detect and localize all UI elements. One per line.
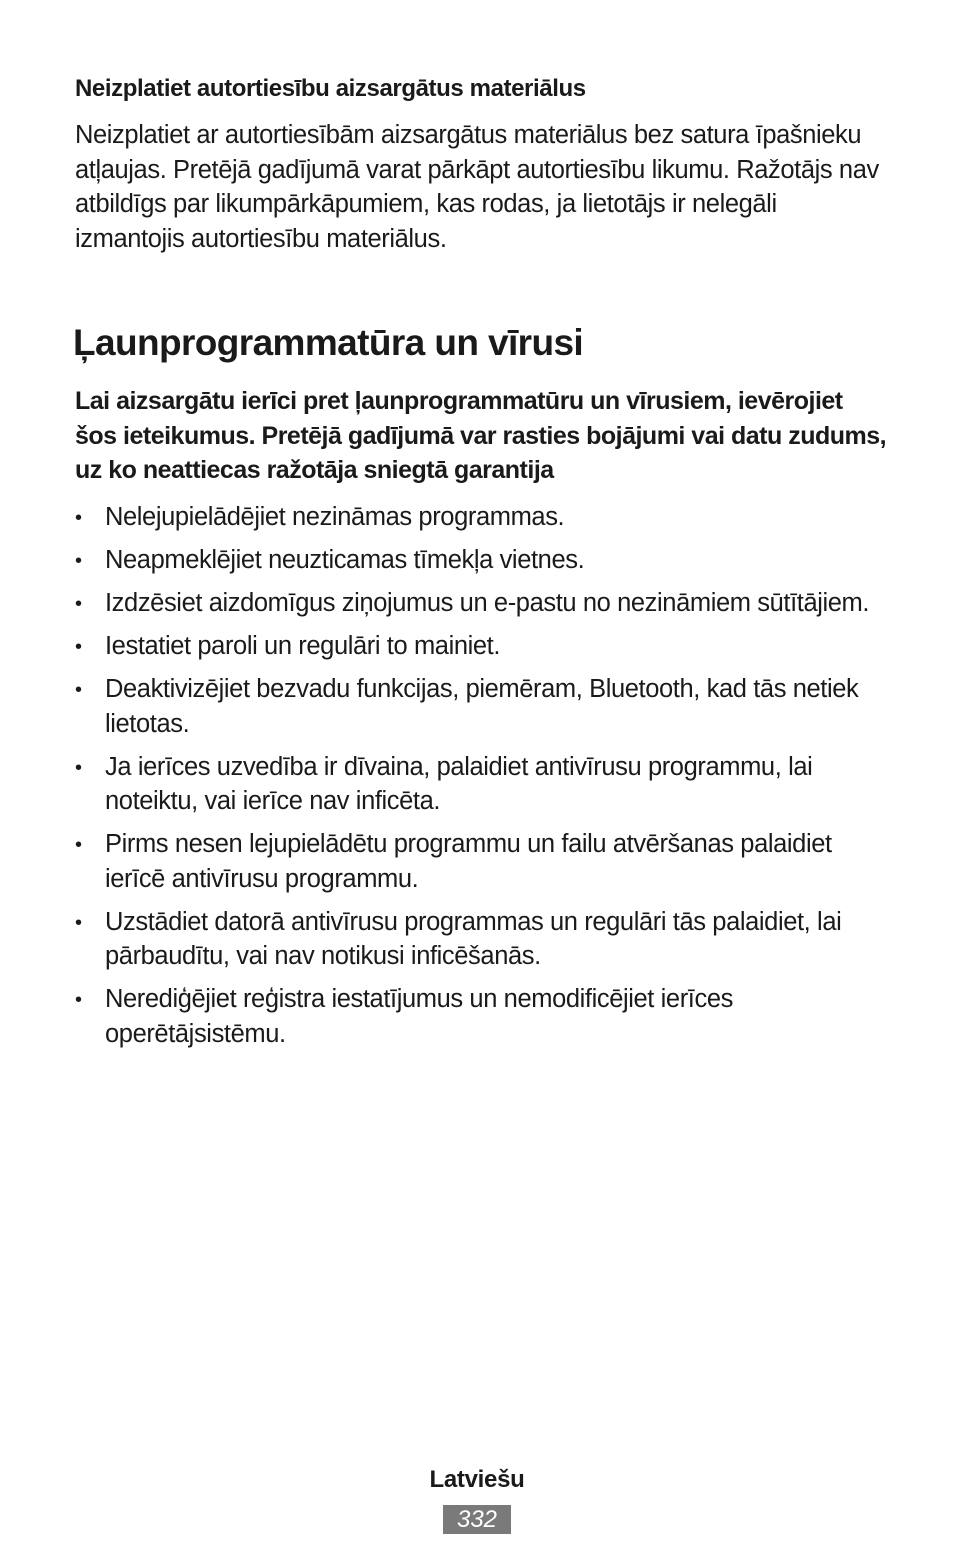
list-item [75, 827, 890, 896]
copyright-paragraph: Neizplatiet ar autortiesībām aizsargātus materiālus bez satura īpašnieku atļaujas. Pretējā gadījumā varat pārkāpt autortiesību likumu. Ražotājs nav atbildīgs par likumpārkāpumiem, kas rodas, ja lietotājs ir nelegāli izmantojis autortiesību materiālus. [75, 121, 879, 253]
bullet-icon: • [75, 756, 82, 779]
footer-language: Latviešu [429, 1466, 525, 1493]
bullet-icon: • [75, 550, 82, 572]
list-item [75, 500, 890, 535]
malware-tips-list [75, 500, 890, 1060]
list-item-text: Neapmeklējiet neuzticamas tīmekļa vietnes. [105, 546, 585, 574]
bullet-icon: • [75, 679, 82, 701]
bullet-icon: • [75, 911, 82, 934]
list-item [75, 672, 890, 741]
list-item [75, 586, 890, 621]
list-item-text: Uzstādiet datorā antivīrusu programmas un regulāri tās palaidiet, lai pārbaudītu, vai nav notikusi inficēšanās. [105, 907, 842, 970]
bullet-icon: • [75, 636, 82, 658]
malware-intro: Lai aizsargātu ierīci pret ļaunprogrammatūru un vīrusiem, ievērojiet šos ieteikumus. Pretējā gadījumā var rasties bojājumi vai datu zudums, uz ko neattiecas ražotāja sniegtā garantija [75, 387, 887, 484]
list-item-text: Ja ierīces uzvedība ir dīvaina, palaidiet antivīrusu programmu, lai noteiktu, vai ierīce nav inficēta. [105, 752, 813, 815]
bullet-icon: • [75, 593, 82, 615]
list-item [75, 750, 890, 819]
list-item [75, 629, 890, 664]
list-item-text: Pirms nesen lejupielādētu programmu un failu atvēršanas palaidiet ierīcē antivīrusu programmu. [105, 830, 832, 893]
bullet-icon: • [75, 989, 82, 1011]
copyright-heading: Neizplatiet autortiesību aizsargātus materiālus [75, 75, 586, 102]
list-item [75, 982, 890, 1051]
bullet-icon: • [75, 507, 82, 529]
list-item-text: Izdzēsiet aizdomīgus ziņojumus un e-pastu no nezināmiem sūtītājiem. [105, 589, 870, 617]
list-item-text: Iestatiet paroli un regulāri to mainiet. [105, 632, 501, 660]
list-item-text: Nelejupielādējiet nezināmas programmas. [105, 503, 565, 531]
malware-section-title: Ļaunprogrammatūra un vīrusi [73, 322, 584, 363]
bullet-icon: • [75, 834, 82, 856]
page-number-badge: 332 [443, 1505, 511, 1534]
list-item [75, 905, 890, 974]
list-item-text: Nerediģējiet reģistra iestatījumus un nemodificējiet ierīces operētājsistēmu. [105, 985, 733, 1048]
list-item-text: Deaktivizējiet bezvadu funkcijas, piemēram, Bluetooth, kad tās netiek lietotas. [105, 675, 859, 738]
list-item [75, 543, 890, 578]
